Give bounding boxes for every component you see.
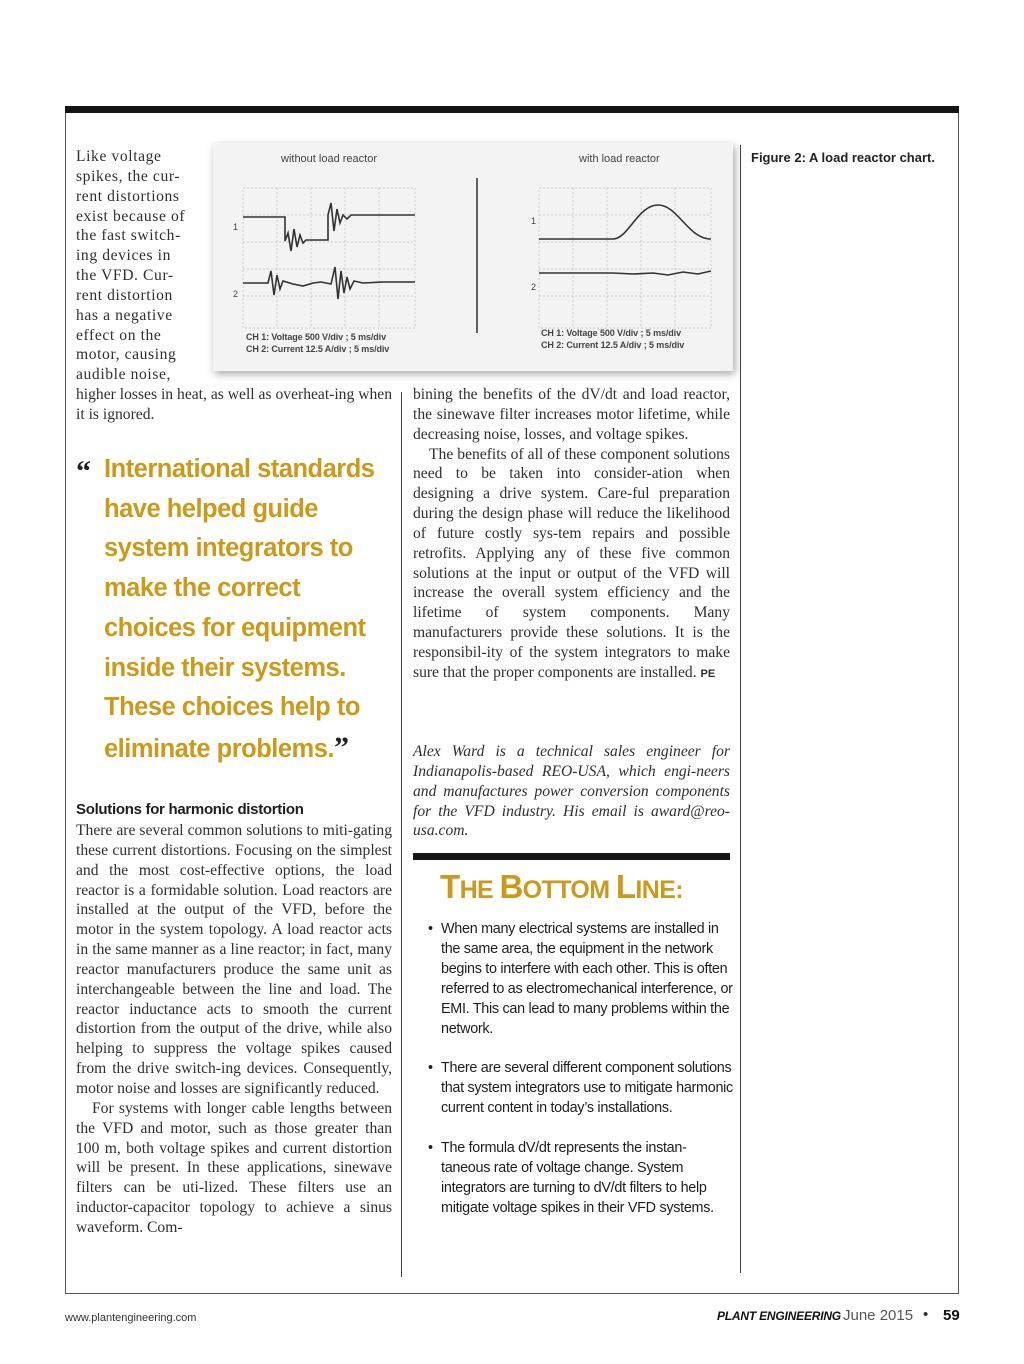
column-2-text (413, 385, 730, 685)
frame-left (65, 113, 66, 1293)
right-voltage-trace (539, 205, 711, 239)
pull-quote-line: eliminate problems. (104, 734, 334, 763)
right-grid (539, 188, 711, 328)
intro-line: ing devices in (76, 247, 172, 265)
left-marker-1: 1 (233, 222, 238, 232)
left-ch1-label: CH 1: Voltage 500 V/div ; 5 ms/div (246, 332, 386, 342)
right-ch1-label: CH 1: Voltage 500 V/div ; 5 ms/div (541, 328, 681, 338)
intro-line: rent distortions (76, 187, 180, 205)
end-mark: PE (700, 667, 716, 680)
footer-date: June 2015 (843, 1307, 914, 1324)
quote-close-mark: ” (334, 730, 349, 764)
top-rule (65, 106, 959, 113)
intro-text (76, 147, 193, 385)
col2-paragraph-1: bining the benefits of the dV/dt and load reactor, the sinewave filter increases motor lifetime, while decreasing noise, losses, and voltage spikes. (413, 386, 730, 443)
right-ch2-label: CH 2: Current 12.5 A/div ; 5 ms/div (541, 340, 685, 350)
intro-line: Like voltage (76, 148, 162, 165)
pull-quote-line: have helped guide (104, 494, 318, 523)
left-marker-2: 2 (233, 289, 238, 299)
bullet-item: • There are several different component solutions that system integrators use to mitigate harmonic current content in today’s installations. (428, 1059, 733, 1119)
bottom-line-bullets (428, 920, 733, 1238)
right-marker-2: 2 (531, 282, 536, 292)
right-current-trace (539, 271, 711, 275)
frame-bottom (65, 1293, 959, 1294)
oscilloscope-figure (213, 143, 733, 371)
left-chart-title: without load reactor (281, 153, 377, 165)
left-ch2-label: CH 2: Current 12.5 A/div ; 5 ms/div (246, 344, 390, 354)
solutions-text (76, 821, 392, 1238)
intro-line: effect on the (76, 326, 162, 344)
frame-right (958, 113, 959, 1293)
title-part: B (499, 868, 523, 905)
solutions-paragraph-2: For systems with longer cable lengths between the VFD and motor, such as those greater than 100 m, both voltage spikes and current distortion will be present. In these applications, sinewave filters can be uti-lized. These filters use an inductor-capacitor topology to achieve a sinus waveform. Com- (76, 1099, 392, 1236)
intro-line: the VFD. Cur- (76, 267, 174, 285)
intro-line: exist because of (76, 207, 186, 225)
pull-quote-line: make the correct (104, 574, 301, 603)
bullet-item: • The formula dV/dt represents the instan-taneous rate of voltage change. System integrators are turning to dV/dt filters to help mitigate voltage spikes in their VFD systems. (428, 1139, 733, 1219)
bottom-line-title (440, 868, 683, 906)
intro-line: rent distortion (76, 286, 173, 304)
left-current-trace (243, 267, 415, 299)
pull-quote-line: inside their systems. (104, 653, 346, 682)
solutions-paragraph-1: There are several common solutions to miti-gating these current distortions. Focusing on the simplest and the most cost-effective options, the load reactor is a formidable solution. Load reactors are installed at the output of the VFD, before the motor in the system topology. A load reactor acts in the same manner as a line reactor; in fact, many reactor manufacturers produce the same unit as interchangeable between the line and load. The reactor inductance acts to smooth the current distortion from the output of the drive, while also helping to suppress the voltage spikes caused from the drive switch-ing devices. Consequently, motor noise and losses are significantly reduced. (76, 822, 392, 1097)
pull-quote-last-line (76, 728, 401, 770)
pull-quote-line: These choices help to (104, 693, 360, 722)
intro-line: audible noise, (76, 366, 172, 384)
title-part: INE: (635, 876, 683, 904)
col2-paragraph-2-text: The benefits of all of these component solutions need to be taken into consider-ation when designing a drive system. Care-ful preparation during the design phase will reduce the likelihood of future costly sys-tem repairs and possible retrofits. Applying any of these five common solutions at the input or output of the VFD will increase the overall system efficiency and the lifetime of system components. Many manufacturers provide these solutions. It is the responsibil-ity of the system integrators to make sure that the proper components are installed. (413, 445, 730, 681)
column-rule-1 (401, 392, 402, 1277)
bottom-line-rule (413, 853, 730, 860)
quote-open-mark: “ (76, 455, 91, 488)
title-part: OTTOM (522, 876, 616, 904)
title-part: HE (459, 876, 500, 904)
column-rule-2 (740, 145, 741, 1273)
page-number: 59 (943, 1307, 960, 1324)
pull-quote (76, 450, 401, 770)
intro-line: the fast switch- (76, 227, 181, 245)
pull-quote-line: International standards (104, 455, 375, 483)
title-part: L (615, 868, 636, 905)
right-chart-title: with load reactor (579, 153, 660, 165)
intro-continued: higher losses in heat, as well as overheat-ing when it is ignored. (76, 386, 392, 423)
intro-line: spikes, the cur- (76, 167, 181, 185)
left-voltage-trace (243, 203, 415, 251)
pull-quote-line: system integrators to (104, 534, 353, 563)
intro-line: motor, causing (76, 346, 177, 364)
pull-quote-line: choices for equipment (104, 613, 366, 642)
footer-url[interactable]: www.plantengineering.com (65, 1312, 197, 1324)
col2-paragraph-2 (413, 445, 730, 685)
title-part: T (440, 868, 460, 905)
bullet-item: • When many electrical systems are installed in the same area, the equipment in the network begins to interfere with each other. This is often referred to as electromechanical interference, or EMI. This can lead to many problems within the network. (428, 920, 733, 1039)
footer-magazine: PLANT ENGINEERING (717, 1309, 841, 1323)
footer-separator: • (923, 1306, 929, 1323)
intro-line: has a negative (76, 306, 173, 324)
right-marker-1: 1 (531, 216, 536, 226)
section-heading: Solutions for harmonic distortion (76, 801, 304, 818)
figure-caption: Figure 2: A load reactor chart. (751, 150, 935, 165)
author-bio: Alex Ward is a technical sales engineer for Indianapolis-based REO-USA, which engi-neers and manufactures power conversion components for the VFD industry. His email is award@reo-usa.com. (413, 743, 730, 840)
